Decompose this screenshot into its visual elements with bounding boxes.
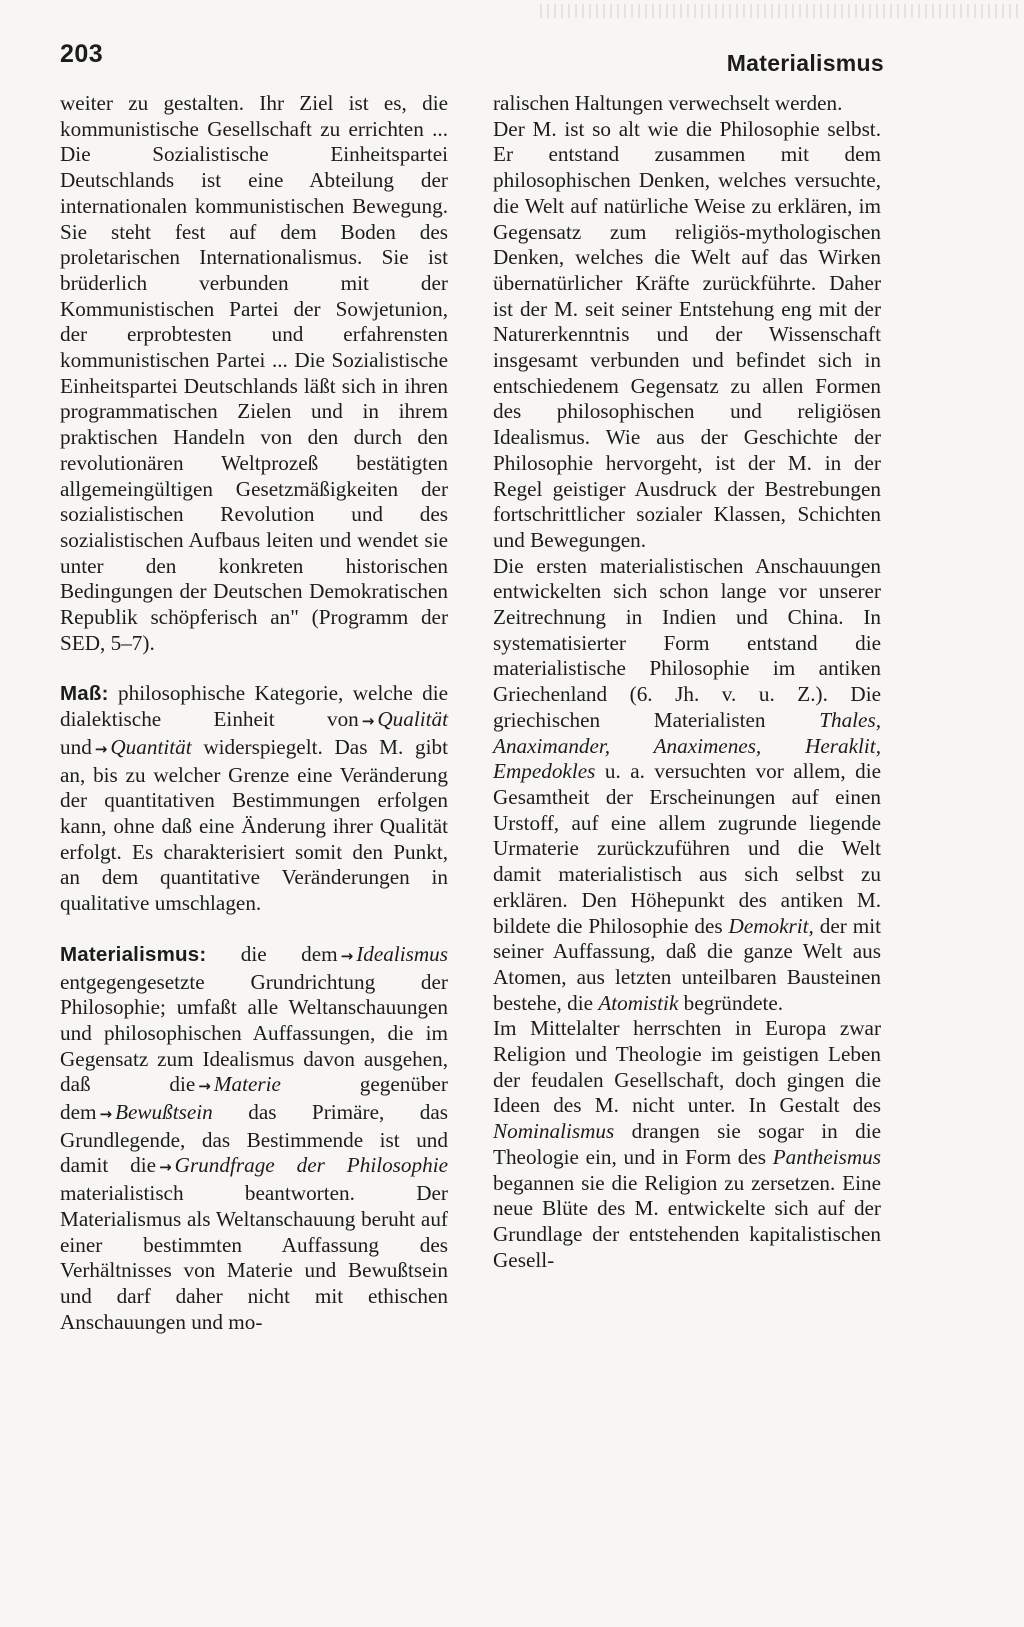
cross-reference-arrow-icon: → bbox=[340, 946, 354, 965]
xref-idealismus[interactable]: Idealismus bbox=[356, 941, 448, 966]
lemma-mass: Maß: bbox=[60, 682, 109, 706]
right-column bbox=[493, 91, 881, 1273]
running-head bbox=[60, 40, 884, 80]
xref-quantitaet[interactable]: Quantität bbox=[110, 734, 192, 759]
cross-reference-arrow-icon: → bbox=[99, 1105, 113, 1124]
paragraph: ralischen Haltungen verwechselt werden. bbox=[493, 91, 843, 115]
scan-noise bbox=[540, 4, 1020, 18]
xref-materie[interactable]: Materie bbox=[213, 1072, 281, 1097]
philosopher-name: Demokrit, bbox=[728, 913, 814, 938]
philosopher-names: Thales, Anaximander, Anaximenes, Heraklit, Empedokles bbox=[493, 707, 881, 784]
cross-reference-arrow-icon: → bbox=[198, 1077, 211, 1096]
continuation-paragraph: weiter zu gestalten. Ihr Ziel ist es, die kommunistische Gesellschaft zu errichten ... Die Sozialistische Einheitspartei Deutschlands ist eine Abteilung der internationalen kommunistischen Bewegung. Sie steht fest auf dem Boden des proletarischen Internationalismus. Sie ist brüderlich verbunden mit der Kommunistischen Partei der Sowjetunion, der erprobtesten und erfahrensten kommunistischen Partei ... Die Sozialistische Einheitspartei Deutschlands läßt sich in ihren programmatischen Zielen und in ihrem praktischen Handeln von den durch den revolutionären Weltprozeß bestätigten allgemeingültigen Gesetzmäßigkeiten der sozialistischen Revolution und des sozialistischen Aufbaus leiten und wendet sie unter den konkreten historischen Bedingungen der Deutschen Demokratischen Republik schöpferisch an" (Programm der SED, 5–7). bbox=[60, 91, 448, 655]
xref-grundfrage[interactable]: Grundfrage der Philosophie bbox=[174, 1153, 448, 1178]
xref-qualitaet[interactable]: Qualität bbox=[377, 707, 448, 732]
paragraph: Der M. ist so alt wie die Philosophie selbst. Er entstand zusammen mit dem philosophischen Denken, welches versuchte, die Welt auf natürliche Weise zu erklären, im Gegensatz zum religiös-mythologischen Denken, welches die Welt auf das Wirken übernatürlicher Kräfte zurückführte. Daher ist der M. seit seiner Entstehung eng mit der Naturerkenntnis und der Wissenschaft insgesamt verbunden und befindet sich in entschiedenem Gegensatz zu allen Formen des philosophischen und religiösen Idealismus. Wie aus der Geschichte der Philosophie hervorgeht, ist der M. in der Regel geistiger Ausdruck der Bestrebungen fortschrittlicher sozialer Klassen, Schichten und Bewegungen. bbox=[493, 116, 881, 552]
term-nominalismus: Nominalismus bbox=[493, 1119, 615, 1144]
left-column bbox=[60, 91, 448, 1335]
xref-bewusstsein[interactable]: Bewußtsein bbox=[115, 1100, 213, 1125]
term-atomistik: Atomistik bbox=[598, 990, 679, 1015]
entry-materialismus: Materialismus: die dem → Idealismus entgegengesetzte Grundrichtung der Philosophie; umfaßt alle Weltanschauungen und philosophischen Auffassungen, die im Gegensatz zum Idealismus davon ausgehen, daß die → Materie gegenüber dem → Bewußtsein das Primäre, das Grundlegende, das Bestimmende ist und damit die → Grundfrage der Philosophie materialistisch beantworten. Der Materialismus als Weltanschauung beruht auf einer bestimmten Auffassung des Verhältnisses von Materie und Bewußtsein und darf daher nicht mit ethischen Anschauungen und mo- bbox=[60, 941, 448, 1334]
lemma-materialismus: Materialismus: bbox=[60, 942, 207, 966]
cross-reference-arrow-icon: → bbox=[159, 1158, 172, 1177]
cross-reference-arrow-icon: → bbox=[361, 712, 375, 731]
entry-mass: Maß: philosophische Kategorie, welche die dialektische Einheit von → Qualität und → Quantität widerspiegelt. Das M. gibt an, bis zu welcher Grenze eine Veränderung der quantitativen Bestimmungen erfolgen kann, ohne daß eine Änderung ihrer Qualität erfolgt. Es charakterisiert somit den Punkt, an dem quantitative Veränderungen in qualitative umschlagen. bbox=[60, 681, 448, 916]
section-title: Materialismus bbox=[726, 50, 884, 76]
page-number: 203 bbox=[60, 40, 104, 68]
term-pantheismus: Pantheismus bbox=[772, 1144, 881, 1169]
paragraph: Die ersten materialistischen Anschauungen entwickelten sich schon lange vor unserer Zeitrechnung in Indien und China. In systematisierter Form entstand die materialistische Philosophie im antiken Griechenland (6. Jh. v. u. Z.). Die griechischen Materialisten Thales, Anaximander, Anaximenes, Heraklit, Empedokles u. a. versuchten vor allem, die Gesamtheit der Erscheinungen auf einen Urstoff, auf eine allem zugrunde liegende Urmaterie zurückzuführen und die Welt damit materialistisch aus sich selbst zu erklären. Den Höhepunkt des antiken M. bildete die Philosophie des Demokrit, der mit seiner Auffassung, daß die ganze Welt aus Atomen, aus letzten unteilbaren Bausteinen bestehe, die Atomistik begründete. bbox=[493, 553, 882, 1015]
cross-reference-arrow-icon: → bbox=[94, 739, 108, 758]
paragraph: Im Mittelalter herrschten in Europa zwar Religion und Theologie im geistigen Leben der feudalen Gesellschaft, doch gingen die Ideen des M. nicht unter. In Gestalt des Nominalismus drangen sie sogar in die Theologie ein, und in Form des Pantheismus begannen sie die Religion zu zersetzen. Eine neue Blüte des M. entwickelte sich auf der Grundlage der entstehenden kapitalistischen Gesell- bbox=[493, 1016, 881, 1272]
